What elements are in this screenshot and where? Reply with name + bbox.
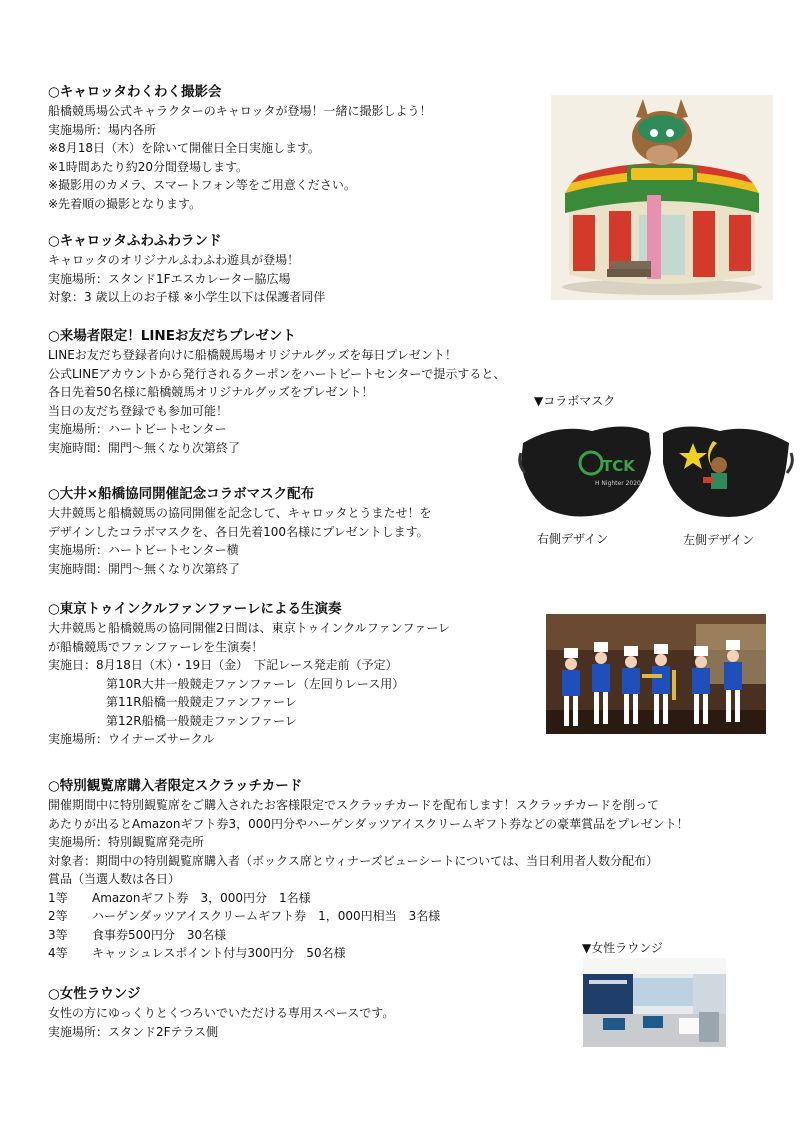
text-line: 賞品（当選人数は各日） (48, 872, 181, 886)
text-line: 実施場所：ウイナーズサークル (48, 732, 215, 746)
section-title: ○東京トゥインクルファンファーレによる生演奏 (48, 601, 342, 617)
text-line: ※1時間あたり約20分間登場します。 (48, 159, 249, 174)
section-title: ○キャロッタわくわく撮影会 (48, 84, 222, 100)
section-fanfare (48, 600, 450, 749)
prize-text: Amazonギフト券 3，000円分 1名様 (92, 890, 311, 905)
prize-row (48, 907, 689, 926)
text-line: 公式LINEアカウントから発行されるクーポンをハートビートセンターで提示すると、 (48, 366, 506, 381)
text-line: 実施場所：ハートビートセンター横 (48, 543, 239, 557)
mask-left-caption: 左側デザイン (683, 533, 755, 547)
prize-row (48, 889, 689, 908)
prize-text: 食事券500円分 30名様 (92, 927, 227, 942)
text-line: 実施場所：スタンド1Fエスカレーター脇広場 (48, 271, 291, 286)
text-line: 第11R船橋一般競走ファンファーレ (106, 695, 297, 709)
text-line: デザインしたコラボマスクを、各日先着100名様にプレゼントします。 (48, 524, 429, 539)
text-line: 大井競馬と船橋競馬の協同開催2日間は、東京トゥインクルファンファーレ (48, 621, 451, 635)
mask-right-caption: 右側デザイン (537, 532, 609, 546)
section-title: ○大井×船橋協同開催記念コラボマスク配布 (48, 486, 315, 502)
text-line: 大井競馬と船橋競馬の協同開催を記念して、キャロッタとうまたせ！を (48, 506, 432, 520)
text-line: 女性の方にゆっくりとくつろいでいただける専用スペースです。 (48, 1006, 395, 1020)
text-line: 第12R船橋一般競走ファンファーレ (106, 713, 297, 728)
mask-logo-sub: H Nighter 2020 (595, 480, 641, 487)
mask-logo-text: TCK (602, 457, 635, 475)
prize-rank: 2等 (48, 909, 68, 923)
section-scratch-card (48, 777, 689, 963)
section-title: ○来場者限定！LINEお友だちプレゼント (48, 328, 296, 344)
section-title: ○特別観覧席購入者限定スクラッチカード (48, 778, 303, 794)
text-line: 対象者：期間中の特別観覧席購入者（ボックス席とウィナーズビューシートについては、当日利用者人数分配布） (48, 853, 659, 868)
text-line: 実施日：8月18日（木）・19日（金） 下記レース発走前（予定） (48, 658, 398, 672)
text-line: 第10R大井一般競走ファンファーレ（左回りレース用） (106, 676, 405, 691)
prize-rank: 3等 (48, 927, 68, 942)
mask-left-design (655, 413, 795, 523)
ladies-lounge-photo (583, 958, 726, 1047)
text-line: 実施場所：スタンド2Fテラス側 (48, 1024, 219, 1039)
section-title: ○女性ラウンジ (48, 986, 141, 1002)
fanfare-band-photo (546, 614, 766, 734)
text-line: 対象：3 歳以上のお子様 ※小学生以下は保護者同伴 (48, 290, 326, 304)
bouncy-castle-photo (551, 95, 773, 300)
section-ladies-lounge (48, 985, 394, 1041)
text-line: 実施時間：開門～無くなり次第終了 (48, 440, 241, 455)
prize-rank: 4等 (48, 946, 68, 960)
text-line: ※撮影用のカメラ、スマートフォン等をご用意ください。 (48, 178, 356, 192)
text-line: が船橋競馬でファンファーレを生演奏！ (48, 639, 264, 654)
text-line: 船橋競馬場公式キャラクターのキャロッタが登場！一緒に撮影しよう！ (48, 104, 432, 118)
section-bouncy-land (48, 232, 325, 307)
section-title: ○キャロッタふわふわランド (48, 233, 222, 249)
text-line: 実施場所：場内各所 (48, 122, 157, 137)
section-line-present (48, 327, 505, 457)
text-line: 実施場所：ハートビートセンター (48, 422, 227, 436)
text-line: ※8月18日（木）を除いて開催日全日実施します。 (48, 141, 321, 155)
text-line: 各日先着50名様に船橋競馬オリジナルグッズをプレゼント！ (48, 385, 374, 399)
text-line: 当日の友だち登録でも参加可能！ (48, 403, 229, 418)
mask-right-design (517, 413, 657, 523)
text-line: 実施場所：特別観覧席発売所 (48, 835, 205, 849)
prize-text: キャッシュレスポイント付与300円分 50名様 (92, 946, 346, 960)
prize-rank: 1等 (48, 890, 68, 905)
text-line: 開催期間中に特別観覧席をご購入されたお客様限定でスクラッチカードを配布します！スクラッチカードを削って (48, 798, 660, 812)
text-line: キャロッタのオリジナルふわふわ遊具が登場！ (48, 253, 300, 267)
mask-heading: ▼コラボマスク (534, 394, 616, 408)
text-line: あたりが出るとAmazonギフト券3，000円分やハーゲンダッツアイスクリームギフト券などの豪華賞品をプレゼント！ (48, 816, 689, 831)
text-line: ※先着順の撮影となります。 (48, 196, 202, 211)
section-collab-mask (48, 485, 432, 578)
lounge-heading: ▼女性ラウンジ (582, 941, 663, 955)
text-line: 実施時間：開門～無くなり次第終了 (48, 561, 241, 576)
prize-text: ハーゲンダッツアイスクリームギフト券 1，000円相当 3名様 (92, 909, 441, 923)
section-photo-session (48, 83, 432, 213)
text-line: LINEお友だち登録者向けに船橋競馬場オリジナルグッズを毎日プレゼント！ (48, 348, 457, 362)
